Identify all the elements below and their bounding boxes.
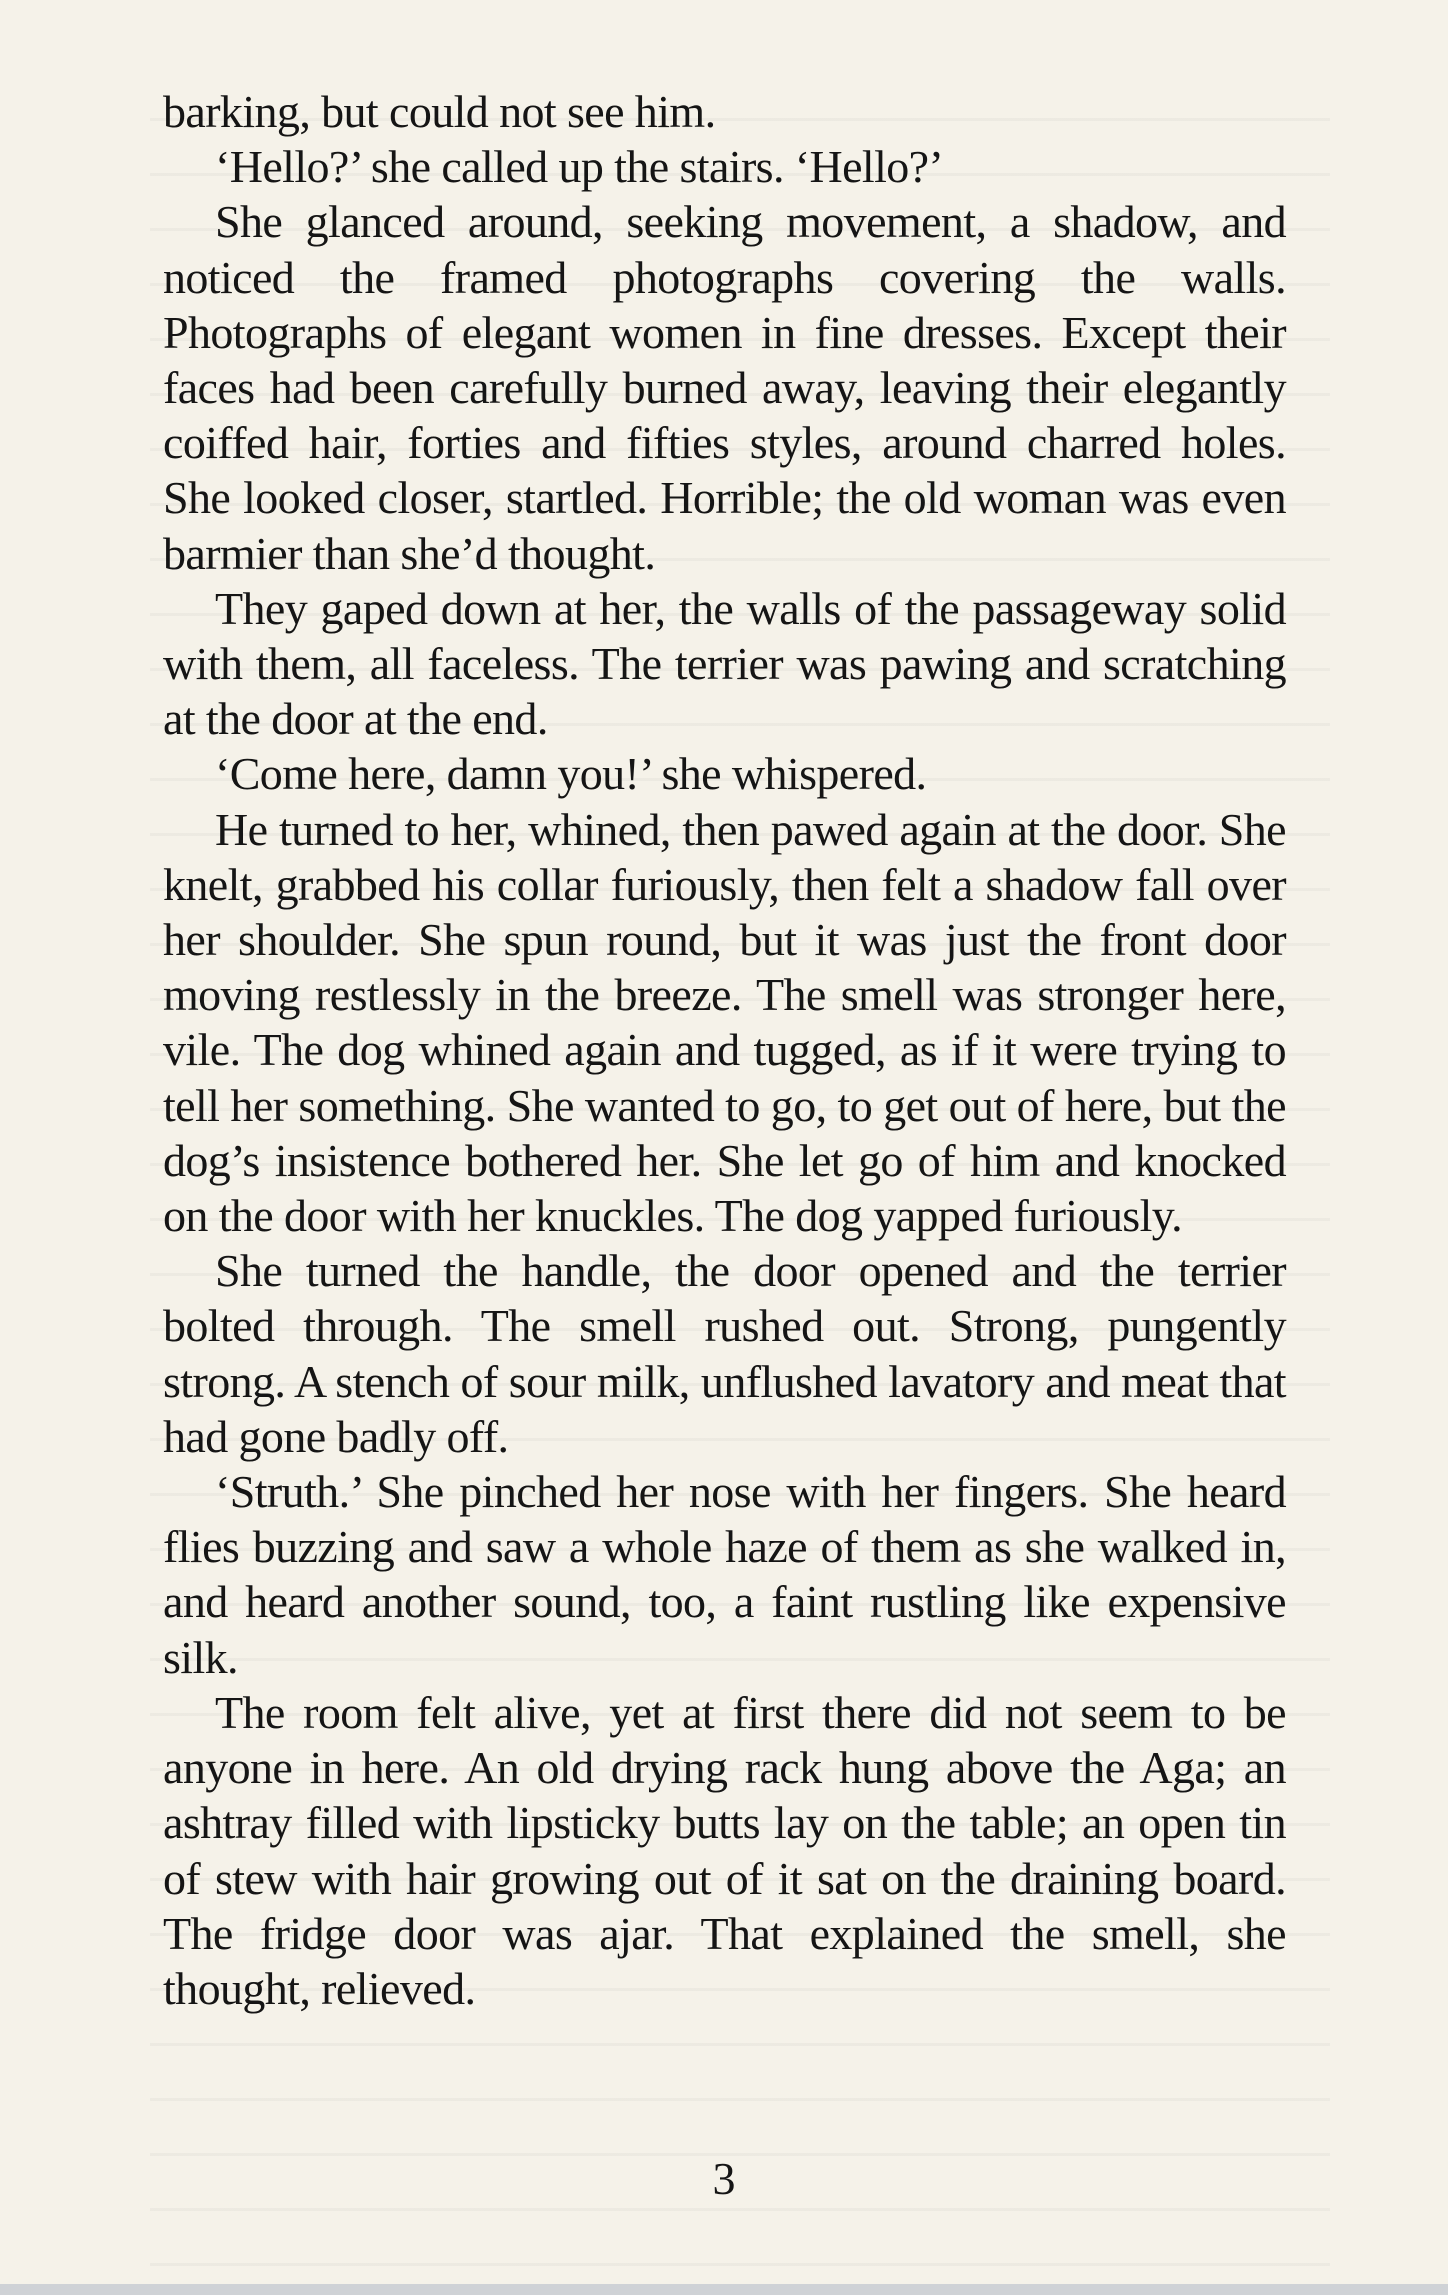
paragraph: She glanced around, seeking movement, a shadow, and noticed the framed photographs covering the walls. Photographs of elegant women in fine dresses. Except their faces had been carefully burned away, leaving their elegantly coiffed hair, forties and fifties styles, around charred holes. She looked closer, startled. Horrible; the old woman was even barmier than she’d thought.: [163, 196, 1286, 579]
paragraph: He turned to her, whined, then pawed again at the door. She knelt, grabbed his collar furiously, then felt a shadow fall over her shoulder. She spun round, but it was just the front door moving restlessly in the breeze. The smell was stronger here, vile. The dog whined again and tugged, as if it were trying to tell her something. She wanted to go, to get out of here, but the dog’s insistence bothered her. She let go of him and knocked on the door with her knuckles. The dog yapped furiously.: [163, 803, 1286, 1242]
body-text: [163, 84, 1286, 2016]
paragraph: ‘Struth.’ She pinched her nose with her fingers. She heard flies buzzing and saw a whole haze of them as she walked in, and heard another sound, too, a faint rustling like expensive silk.: [163, 1466, 1286, 1683]
paragraph: She turned the handle, the door opened and the terrier bolted through. The smell rushed out. Strong, pungently strong. A stench of sour milk, unflushed lavatory and meat that had gone badly off.: [163, 1245, 1286, 1462]
page-number: 3: [712, 2153, 736, 2204]
paragraph: The room felt alive, yet at first there did not seem to be anyone in here. An old drying rack hung above the Aga; an ashtray filled with lipsticky butts lay on the table; an open tin of stew with hair growing out of it sat on the draining board. The fridge door was ajar. That explained the smell, she thought, relieved.: [163, 1686, 1286, 2014]
paragraph: ‘Come here, damn you!’ she whispered.: [215, 748, 927, 800]
paragraph: barking, but could not see him.: [163, 86, 716, 137]
paragraph: They gaped down at her, the walls of the passageway solid with them, all faceless. The terrier was pawing and scratching at the door at the end.: [163, 582, 1286, 745]
paragraph: ‘Hello?’ she called up the stairs. ‘Hello?’: [215, 141, 944, 193]
scan-bottom-edge: [0, 2284, 1448, 2295]
